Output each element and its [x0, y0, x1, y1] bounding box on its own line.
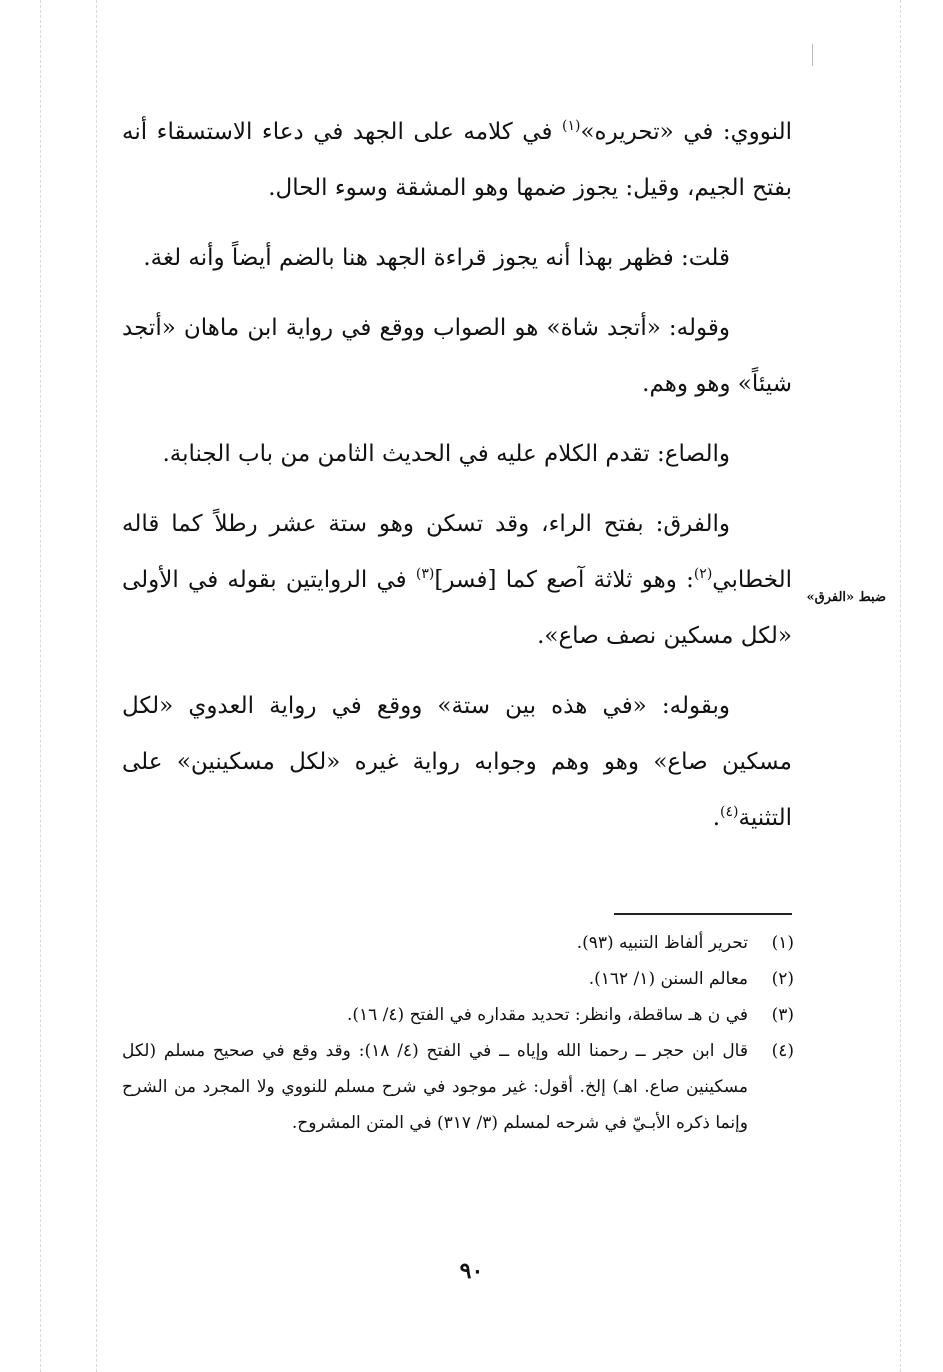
scan-mark	[812, 44, 813, 66]
footnote-text: قال ابن حجر ــ رحمنا الله وإياه ــ في الفتح (٤/ ١٨): وقد وقع في صحيح مسلم (لكل مسكينين صاع. اهـ) إلخ. أقول: غير موجود في شرح مسلم للنووي ولا المجرد من الشرح وإنما ذكره الأبـيّ في شرحه لمسلم (٣/ ٣١٧) في المتن المشروح.	[122, 1041, 748, 1133]
main-text-block	[122, 104, 792, 860]
footnotes-section	[122, 925, 794, 1141]
footnote-ref-2[interactable]: (٢)	[693, 566, 713, 582]
paragraph-text: في كلامه على الجهد في دعاء الاستسقاء أنه بفتح الجيم، وقيل: يجوز ضمها وهو المشقة وسوء الحال.	[122, 119, 792, 201]
footnote-number: (١)	[771, 933, 794, 953]
footnote-text: في ن هـ ساقطة، وانظر: تحديد مقداره في الفتح (٤/ ١٦).	[346, 1005, 748, 1025]
footnote-text: معالم السنن (١/ ١٦٢).	[588, 969, 748, 989]
footnote-ref-3[interactable]: (٣)	[415, 566, 435, 582]
footnote-number: (٤)	[771, 1041, 794, 1061]
paragraph-text: وبقوله: «في هذه بين ستة» ووقع في رواية العدوي «لكل مسكين صاع» وهو وهم وجوابه رواية غيره «لكل مسكينين» على التثنية	[122, 693, 792, 831]
paragraph-text: .	[712, 805, 721, 831]
scan-guide-line	[96, 0, 97, 1372]
paragraph-text: النووي: في «تحريره»	[580, 119, 792, 145]
footnote-item	[122, 997, 794, 1033]
margin-note: ضبط «الفرق»	[806, 590, 886, 605]
footnote-text: تحرير ألفاظ التنبيه (٩٣).	[576, 933, 748, 953]
paragraph-4	[122, 426, 792, 482]
paragraph-text: في الروايتين بقوله في الأولى «لكل مسكين نصف صاع».	[122, 567, 792, 649]
page-number: ٩٠	[459, 1258, 484, 1284]
footnote-divider	[614, 913, 792, 915]
footnote-item	[122, 961, 794, 997]
footnote-number: (٢)	[771, 969, 794, 989]
footnote-number: (٣)	[771, 1005, 794, 1025]
paragraph-text: والفرق: بفتح الراء، وقد تسكن وهو ستة عشر رطلاً كما قاله الخطابي	[122, 511, 792, 593]
paragraph-text: وقوله: «أتجد شاة» هو الصواب ووقع في رواية ابن ماهان «أتجد شيئاً» وهو وهم.	[122, 315, 792, 397]
paragraph-text: قلت: فظهر بهذا أنه يجوز قراءة الجهد هنا بالضم أيضاً وأنه لغة.	[143, 245, 730, 271]
paragraph-1	[122, 104, 792, 216]
paragraph-6	[122, 678, 792, 846]
scan-guide-line	[40, 0, 41, 1372]
paragraph-2	[122, 230, 792, 286]
footnote-ref-4[interactable]: (٤)	[720, 804, 739, 820]
paragraph-text: : وهو ثلاثة آصع كما [فسر]	[434, 567, 694, 593]
footnote-item	[122, 925, 794, 961]
paragraph-text: والصاع: تقدم الكلام عليه في الحديث الثامن من باب الجنابة.	[162, 441, 730, 467]
footnote-item	[122, 1033, 794, 1141]
paragraph-3	[122, 300, 792, 412]
paragraph-5	[122, 496, 792, 664]
footnote-ref-1[interactable]: (١)	[561, 118, 581, 134]
scan-guide-line	[900, 0, 901, 1372]
